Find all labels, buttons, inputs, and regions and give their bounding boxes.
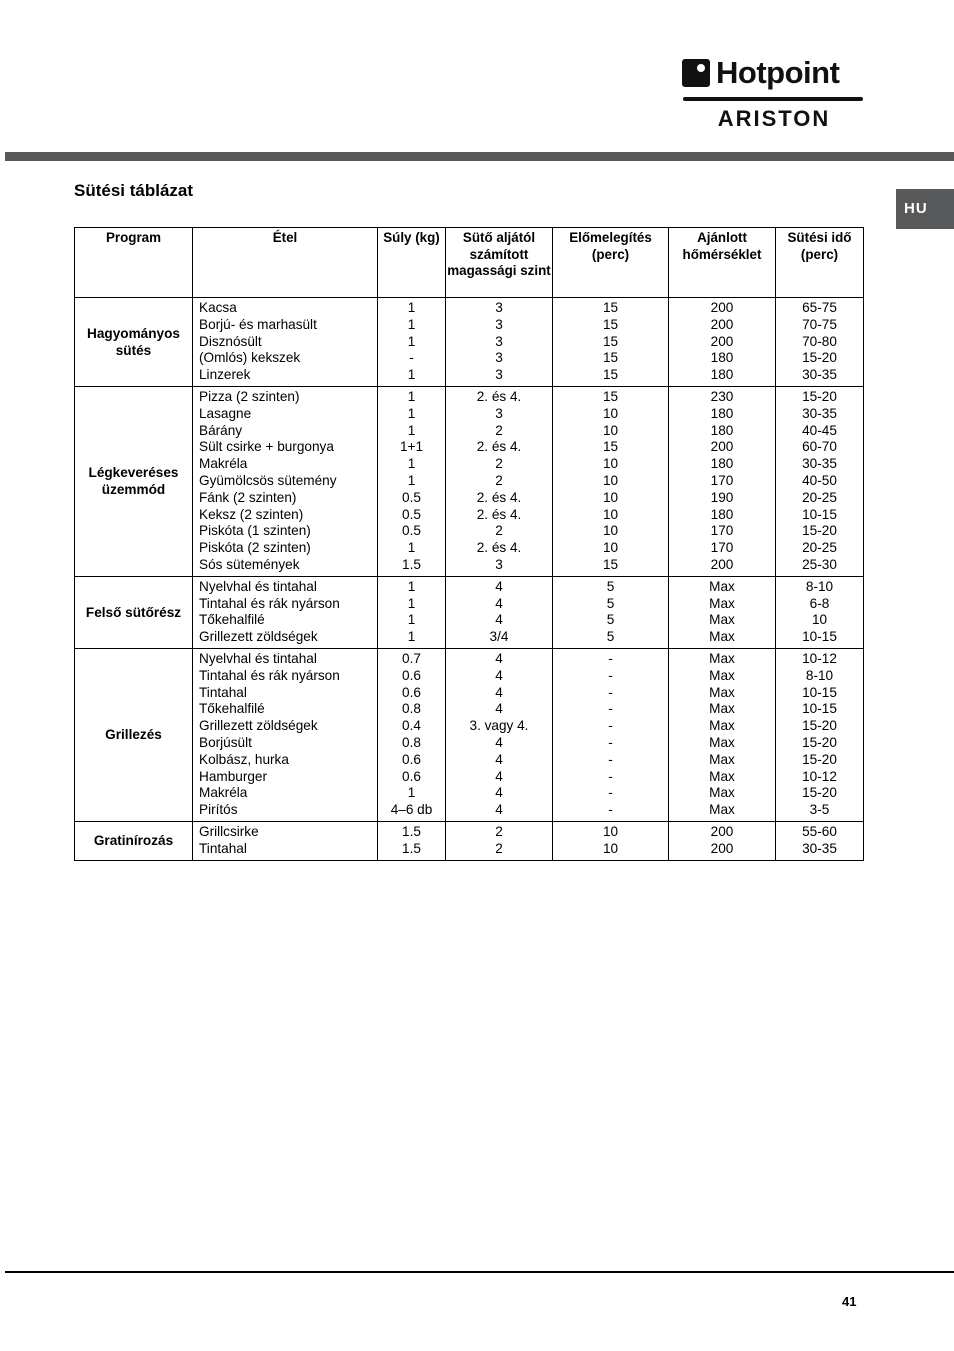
cell-value: 0.8 (402, 734, 421, 750)
cell-value: Fánk (2 szinten) (199, 489, 297, 505)
language-tab: HU (896, 189, 954, 229)
cell-value: - (608, 718, 613, 734)
cell-value: Grillezett zöldségek (199, 629, 318, 645)
cell-value: Tőkehalfilé (199, 612, 265, 628)
cell-value: 5 (606, 629, 615, 645)
table-cell (378, 576, 446, 648)
cell-value: Kacsa (199, 300, 237, 315)
cell-value: 10 (602, 840, 619, 856)
cell-value: 1.5 (402, 823, 421, 839)
cell-value: 10 (602, 506, 619, 522)
cell-value: 10-15 (802, 506, 837, 522)
table-body (75, 298, 864, 861)
table-cell (669, 298, 776, 387)
table-cell (378, 821, 446, 860)
cell-value: 4 (495, 802, 503, 818)
cell-value: 4 (495, 595, 503, 611)
program-name: Légkeveréses üzemmód (75, 386, 193, 576)
cell-value: 3 (495, 556, 503, 572)
cell-value: - (409, 350, 414, 366)
column-header: Súly (kg) (378, 228, 446, 298)
cell-value: 3 (495, 333, 503, 349)
cell-value: 4 (495, 734, 503, 750)
cell-value: 10 (602, 823, 619, 839)
cell-value: 3 (495, 350, 503, 366)
cell-value: 180 (710, 367, 734, 383)
cell-value: 0.4 (402, 718, 421, 734)
cell-value: 1 (407, 388, 416, 404)
cell-value: 10 (602, 422, 619, 438)
cell-value: Tintahal és rák nyárson (199, 667, 340, 683)
table-cell (446, 576, 553, 648)
cell-value: Lasagne (199, 405, 252, 421)
cell-value: 5 (606, 612, 615, 628)
cell-value: 10 (602, 540, 619, 556)
cell-value: Max (709, 701, 735, 717)
column-header: Program (75, 228, 193, 298)
cell-value: 15-20 (802, 718, 837, 734)
cell-value: 20-25 (802, 489, 837, 505)
table-cell (446, 386, 553, 576)
cell-value: - (608, 802, 613, 818)
cell-value: 1+1 (399, 439, 424, 455)
column-header: Sütő aljától számított magassági szint (446, 228, 553, 298)
cell-value: 60-70 (802, 439, 837, 455)
cell-value: Max (709, 802, 735, 818)
brand-sub: ARISTON (717, 106, 831, 131)
cell-value: 15-20 (802, 785, 837, 801)
cell-value: 0.5 (402, 506, 421, 522)
cell-value: 2. és 4. (476, 506, 522, 522)
page-title: Sütési táblázat (74, 181, 194, 200)
cell-value: 170 (710, 540, 734, 556)
cell-value: Disznósült (199, 333, 262, 349)
cell-value: Nyelvhal és tintahal (199, 650, 317, 666)
table-cell (378, 386, 446, 576)
table-cell (378, 298, 446, 387)
cell-value: 15-20 (802, 523, 837, 539)
cell-value: 15-20 (802, 388, 837, 404)
table-row (75, 648, 864, 821)
cell-value: 3/4 (489, 629, 509, 645)
table-cell (669, 576, 776, 648)
cell-value: 0.5 (402, 523, 421, 539)
cell-value: - (608, 768, 613, 784)
cell-value: 8-10 (805, 667, 834, 683)
cell-value: 30-35 (802, 456, 837, 472)
cell-value: 1 (407, 595, 416, 611)
table-row (75, 821, 864, 860)
table-cell (193, 821, 378, 860)
cell-value: - (608, 785, 613, 801)
cell-value: Pizza (2 szinten) (199, 388, 300, 404)
cell-value: 2. és 4. (476, 388, 522, 404)
cell-value: 1 (407, 316, 416, 332)
hotpoint-logo-mark-icon (682, 59, 710, 87)
table-cell (553, 821, 669, 860)
hotpoint-ariston-logo (682, 55, 864, 135)
cell-value: 65-75 (802, 300, 837, 315)
cell-value: 4–6 db (390, 802, 433, 818)
cell-value: 20-25 (802, 540, 837, 556)
cell-value: Sós sütemények (199, 556, 300, 572)
cell-value: 25-30 (802, 556, 837, 572)
table-cell (776, 821, 864, 860)
cell-value: 5 (606, 578, 615, 594)
cell-value: Max (709, 578, 735, 594)
cell-value: 180 (710, 506, 734, 522)
cell-value: 4 (495, 768, 503, 784)
cell-value: 15 (602, 333, 619, 349)
cell-value: Makréla (199, 456, 248, 472)
cell-value: Max (709, 785, 735, 801)
cell-value: Max (709, 684, 735, 700)
cell-value: 1.5 (402, 840, 421, 856)
cell-value: 200 (710, 333, 734, 349)
table-cell (193, 298, 378, 387)
cell-value: 4 (495, 684, 503, 700)
table-cell (446, 648, 553, 821)
cell-value: 200 (710, 316, 734, 332)
cell-value: 1.5 (402, 556, 421, 572)
cell-value: 40-50 (802, 472, 837, 488)
cell-value: 3 (495, 300, 503, 315)
program-name: Gratinírozás (75, 821, 193, 860)
cell-value: Max (709, 595, 735, 611)
cell-value: 2 (495, 472, 503, 488)
cell-value: Max (709, 751, 735, 767)
table-row (75, 298, 864, 387)
cell-value: Max (709, 612, 735, 628)
cell-value: Max (709, 768, 735, 784)
cell-value: 10-12 (802, 768, 837, 784)
cell-value: 5 (606, 595, 615, 611)
cell-value: 15-20 (802, 751, 837, 767)
cell-value: Max (709, 667, 735, 683)
cell-value: 190 (710, 489, 734, 505)
table-row (75, 576, 864, 648)
cell-value: 1 (407, 629, 416, 645)
cell-value: 0.7 (402, 650, 421, 666)
cell-value: 15 (602, 439, 619, 455)
cell-value: 4 (495, 578, 503, 594)
cell-value: 8-10 (805, 578, 834, 594)
cell-value: 1 (407, 300, 416, 315)
cell-value: 1 (407, 472, 416, 488)
column-header: Sütési idő (perc) (776, 228, 864, 298)
cell-value: 0.6 (402, 684, 421, 700)
cell-value: 1 (407, 333, 416, 349)
cell-value: 3-5 (809, 802, 830, 818)
table-cell (553, 298, 669, 387)
cell-value: 30-35 (802, 840, 837, 856)
table-cell (669, 386, 776, 576)
cell-value: 15 (602, 350, 619, 366)
column-header: Étel (193, 228, 378, 298)
table-cell (669, 821, 776, 860)
cell-value: 1 (407, 405, 416, 421)
cooking-table (74, 227, 864, 861)
cell-value: Max (709, 718, 735, 734)
cell-value: 10 (602, 472, 619, 488)
cell-value: Makréla (199, 785, 248, 801)
cell-value: Piskóta (2 szinten) (199, 540, 311, 556)
cell-value: 180 (710, 422, 734, 438)
cell-value: 1 (407, 422, 416, 438)
program-name: Grillezés (75, 648, 193, 821)
cell-value: 1 (407, 578, 416, 594)
cell-value: - (608, 701, 613, 717)
cell-value: Borjú- és marhasült (199, 316, 317, 332)
cell-value: 180 (710, 456, 734, 472)
cell-value: 2. és 4. (476, 439, 522, 455)
cell-value: Grillezett zöldségek (199, 718, 318, 734)
program-name: Hagyományos sütés (75, 298, 193, 387)
cell-value: Nyelvhal és tintahal (199, 578, 317, 594)
table-cell (446, 821, 553, 860)
cell-value: Gyümölcsös sütemény (199, 472, 337, 488)
cell-value: 3. vagy 4. (469, 718, 529, 734)
cell-value: 0.5 (402, 489, 421, 505)
cell-value: Borjúsült (199, 734, 252, 750)
cell-value: Hamburger (199, 768, 267, 784)
cell-value: 200 (710, 439, 734, 455)
table-cell (776, 298, 864, 387)
cell-value: 1 (407, 367, 416, 383)
cell-value: 40-45 (802, 422, 837, 438)
table-cell (553, 648, 669, 821)
cell-value: Pirítós (199, 802, 238, 818)
cell-value: 0.6 (402, 751, 421, 767)
cell-value: 4 (495, 785, 503, 801)
table-cell (378, 648, 446, 821)
table-cell (446, 298, 553, 387)
cell-value: Kolbász, hurka (199, 751, 289, 767)
cell-value: 2 (495, 840, 503, 856)
cell-value: 4 (495, 667, 503, 683)
cell-value: 15 (602, 300, 619, 315)
cell-value: 2. és 4. (476, 540, 522, 556)
cell-value: 0.6 (402, 667, 421, 683)
cell-value: - (608, 650, 613, 666)
cell-value: Grillcsirke (199, 823, 259, 839)
cell-value: 4 (495, 701, 503, 717)
cell-value: 10 (602, 523, 619, 539)
cell-value: Tintahal (199, 840, 247, 856)
cell-value: 3 (495, 405, 503, 421)
cell-value: - (608, 751, 613, 767)
table-cell (669, 648, 776, 821)
table-cell (553, 576, 669, 648)
table-row (75, 386, 864, 576)
cell-value: 70-75 (802, 316, 837, 332)
cell-value: Max (709, 650, 735, 666)
cell-value: 1 (407, 612, 416, 628)
cell-value: 4 (495, 612, 503, 628)
cell-value: 1 (407, 456, 416, 472)
cell-value: 2 (495, 523, 503, 539)
cell-value: 230 (710, 388, 734, 404)
cell-value: 10-15 (802, 684, 837, 700)
cell-value: 70-80 (802, 333, 837, 349)
table-cell (776, 576, 864, 648)
cell-value: 170 (710, 472, 734, 488)
cell-value: Tőkehalfilé (199, 701, 265, 717)
cell-value: 4 (495, 650, 503, 666)
table-cell (776, 386, 864, 576)
cell-value: 200 (710, 556, 734, 572)
cell-value: 15 (602, 388, 619, 404)
cell-value: - (608, 684, 613, 700)
table-header-row (75, 228, 864, 298)
cell-value: 2. és 4. (476, 489, 522, 505)
table-cell (193, 648, 378, 821)
logo-divider (683, 97, 863, 101)
table-cell (193, 386, 378, 576)
cell-value: 15-20 (802, 350, 837, 366)
cell-value: 0.6 (402, 768, 421, 784)
cell-value: (Omlós) kekszek (199, 350, 301, 366)
cell-value: 10-15 (802, 629, 837, 645)
table-cell (193, 576, 378, 648)
program-name: Felső sütőrész (75, 576, 193, 648)
cell-value: Tintahal és rák nyárson (199, 595, 340, 611)
footer-rule (5, 1271, 954, 1273)
cell-value: Keksz (2 szinten) (199, 506, 304, 522)
cell-value: 200 (710, 300, 734, 315)
cell-value: Sült csirke + burgonya (199, 439, 334, 455)
table-cell (553, 386, 669, 576)
cell-value: 170 (710, 523, 734, 539)
cell-value: Linzerek (199, 367, 251, 383)
header-bar (5, 152, 954, 161)
cell-value: - (608, 734, 613, 750)
cell-value: 4 (495, 751, 503, 767)
cell-value: 10 (602, 489, 619, 505)
cell-value: 0.8 (402, 701, 421, 717)
cell-value: 3 (495, 316, 503, 332)
cell-value: 1 (407, 540, 416, 556)
cell-value: 15 (602, 556, 619, 572)
column-header: Ajánlott hőmérséklet (669, 228, 776, 298)
cell-value: 15-20 (802, 734, 837, 750)
cell-value: 10 (602, 405, 619, 421)
cell-value: 30-35 (802, 367, 837, 383)
cell-value: Tintahal (199, 684, 247, 700)
cell-value: 15 (602, 367, 619, 383)
cell-value: 1 (407, 785, 416, 801)
cell-value: 180 (710, 405, 734, 421)
cell-value: 10-15 (802, 701, 837, 717)
cell-value: 200 (710, 823, 734, 839)
cell-value: Max (709, 734, 735, 750)
cell-value: 15 (602, 316, 619, 332)
cell-value: 30-35 (802, 405, 837, 421)
cell-value: 180 (710, 350, 734, 366)
brand-name: Hotpoint (716, 55, 840, 90)
column-header: Előmelegítés (perc) (553, 228, 669, 298)
cell-value: 2 (495, 422, 503, 438)
cell-value: 55-60 (802, 823, 837, 839)
cell-value: 3 (495, 367, 503, 383)
cell-value: Max (709, 629, 735, 645)
cell-value: Piskóta (1 szinten) (199, 523, 311, 539)
cell-value: 10-12 (802, 650, 837, 666)
cell-value: 10 (811, 612, 828, 628)
cell-value: 2 (495, 456, 503, 472)
cell-value: - (608, 667, 613, 683)
cell-value: 2 (495, 823, 503, 839)
cell-value: 10 (602, 456, 619, 472)
cell-value: Bárány (199, 422, 243, 438)
page-number: 41 (842, 1294, 857, 1309)
cell-value: 6-8 (809, 595, 830, 611)
cell-value: 200 (710, 840, 734, 856)
table-cell (776, 648, 864, 821)
